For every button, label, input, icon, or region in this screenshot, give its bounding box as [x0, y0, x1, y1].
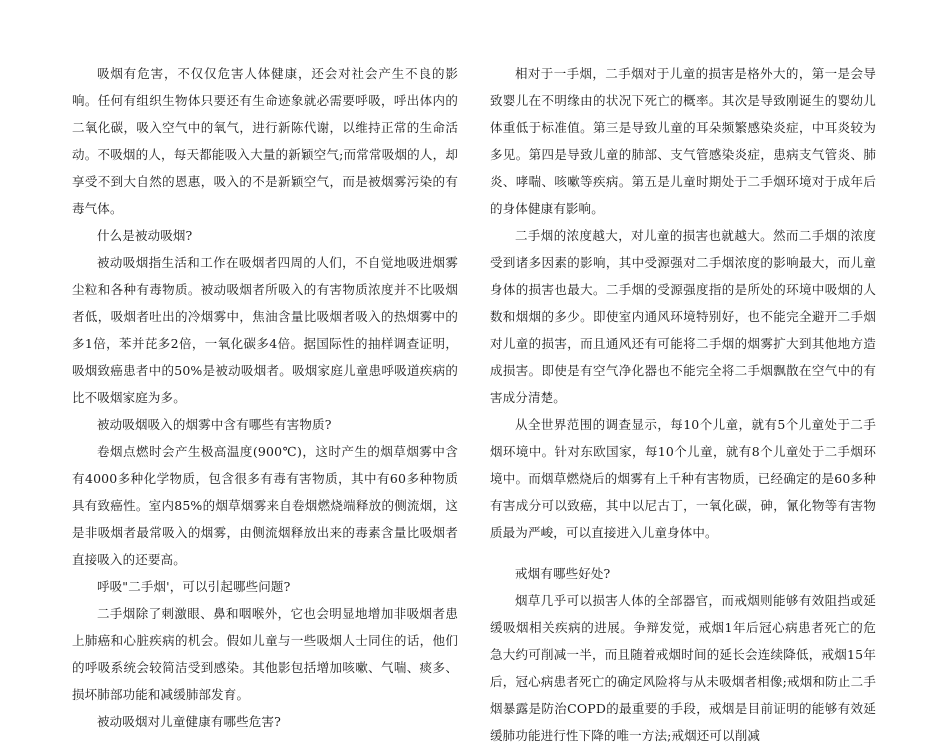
- body-paragraph: 吸烟有危害，不仅仅危害人体健康，还会对社会产生不良的影响。任何有组织生物体只要还有生命迹象就必需要呼吸，呼出体内的二氧化碳，吸入空气中的氧气，进行新陈代谢，以维持正常的生命活动。不吸烟的人，每天都能吸入大量的新颖空气;而常常吸烟的人，却享受不到大自然的恩惠，吸入的不是新颖空气，而是被烟雾污染的有毒气体。: [72, 66, 458, 216]
- body-paragraph: 二手烟的浓度越大，对儿童的损害也就越大。然而二手烟的浓度受到诸多因素的影响，其中受源强对二手烟浓度的影响最大，而儿童身体的损害也最大。二手烟的受源强度指的是所处的环境中吸烟的人数和烟烟的多少。即使室内通风环境特别好，也不能完全避开二手烟对儿童的损害，而且通风还有可能将二手烟的烟雾扩大到其他地方造成损害。即使是有空气净化器也不能完全将二手烟飘散在空气中的有害成分清楚。: [490, 228, 876, 405]
- body-paragraph: 二手烟除了刺激眼、鼻和咽喉外，它也会明显地增加非吸烟者患上肺癌和心脏疾病的机会。假如儿童与一些吸烟人士同住的话，他们的呼吸系统会较简洁受到感染。其他影包括增加咳嗽、气喘、痰多、损坏肺部功能和减缓肺部发育。: [72, 606, 458, 702]
- body-paragraph: 烟草几乎可以损害人体的全部器官，而戒烟则能够有效阻挡或延缓吸烟相关疾病的进展。争辩发觉，戒烟1年后冠心病患者死亡的危急大约可削减一半，而且随着戒烟时间的延长会连续降低，戒烟15年后，冠心病患者死亡的确定风险将与从未吸烟者相像;戒烟和防止二手烟暴露是防治COPD的最重要的手段，戒烟是目前证明的能够有效延缓肺功能进行性下降的唯一方法;戒烟还可以削减: [490, 593, 876, 743]
- left-column: [72, 60, 458, 735]
- body-paragraph: 相对于一手烟，二手烟对于儿童的损害是格外大的，第一是会导致婴儿在不明缘由的状况下死亡的概率。其次是导致刚诞生的婴幼儿体重低于标准值。第三是导致儿童的耳朵频繁感染炎症，中耳炎较为多见。第四是导致儿童的肺部、支气管感染炎症，患病支气管炎、肺炎、哮喘、咳嗽等疾病。第五是儿童时期处于二手烟环境对于成年后的身体健康有影响。: [490, 66, 876, 216]
- body-paragraph: 从全世界范围的调查显示，每10个儿童，就有5个儿童处于二手烟环境中。针对东欧国家，每10个儿童，就有8个儿童处于二手烟环境中。而烟草燃烧后的烟雾有上千种有害物质，已经确定的是60多种有害成分可以致癌，其中以尼古丁，一氧化碳，砷，氰化物等有害物质最为严峻，可以直接进入儿童身体中。: [490, 417, 876, 540]
- section-heading: 呼吸"二手烟'，可以引起哪些问题?: [97, 579, 291, 594]
- right-column: [490, 60, 876, 749]
- section-heading: 什么是被动吸烟?: [97, 228, 193, 243]
- section-heading: 被动吸烟吸入的烟雾中含有哪些有害物质?: [97, 417, 332, 432]
- body-paragraph: 被动吸烟指生活和工作在吸烟者四周的人们，不自觉地吸进烟雾尘粒和各种有毒物质。被动吸烟者所吸入的有害物质浓度并不比吸烟者低，吸烟者吐出的冷烟雾中，焦油含量比吸烟者吸入的热烟雾中的多1倍，苯并芘多2倍，一氧化碳多4倍。据国际性的抽样调查证明，吸烟致癌患者中的50%是被动吸烟者。吸烟家庭儿童患呼吸道疾病的比不吸烟家庭为多。: [72, 255, 458, 405]
- section-heading: 戒烟有哪些好处?: [515, 566, 611, 581]
- section-gap: [490, 546, 876, 560]
- body-paragraph: 卷烟点燃时会产生极高温度(900℃)，这时产生的烟草烟雾中含有4000多种化学物质，包含很多有毒有害物质，其中有60多种物质具有致癌性。室内85%的烟草烟雾来自卷烟燃烧端释放的侧流烟，这是非吸烟者最常吸入的烟雾，由侧流烟释放出来的毒素含量比吸烟者直接吸入的还要高。: [72, 444, 458, 567]
- section-heading: 被动吸烟对儿童健康有哪些危害?: [97, 714, 281, 729]
